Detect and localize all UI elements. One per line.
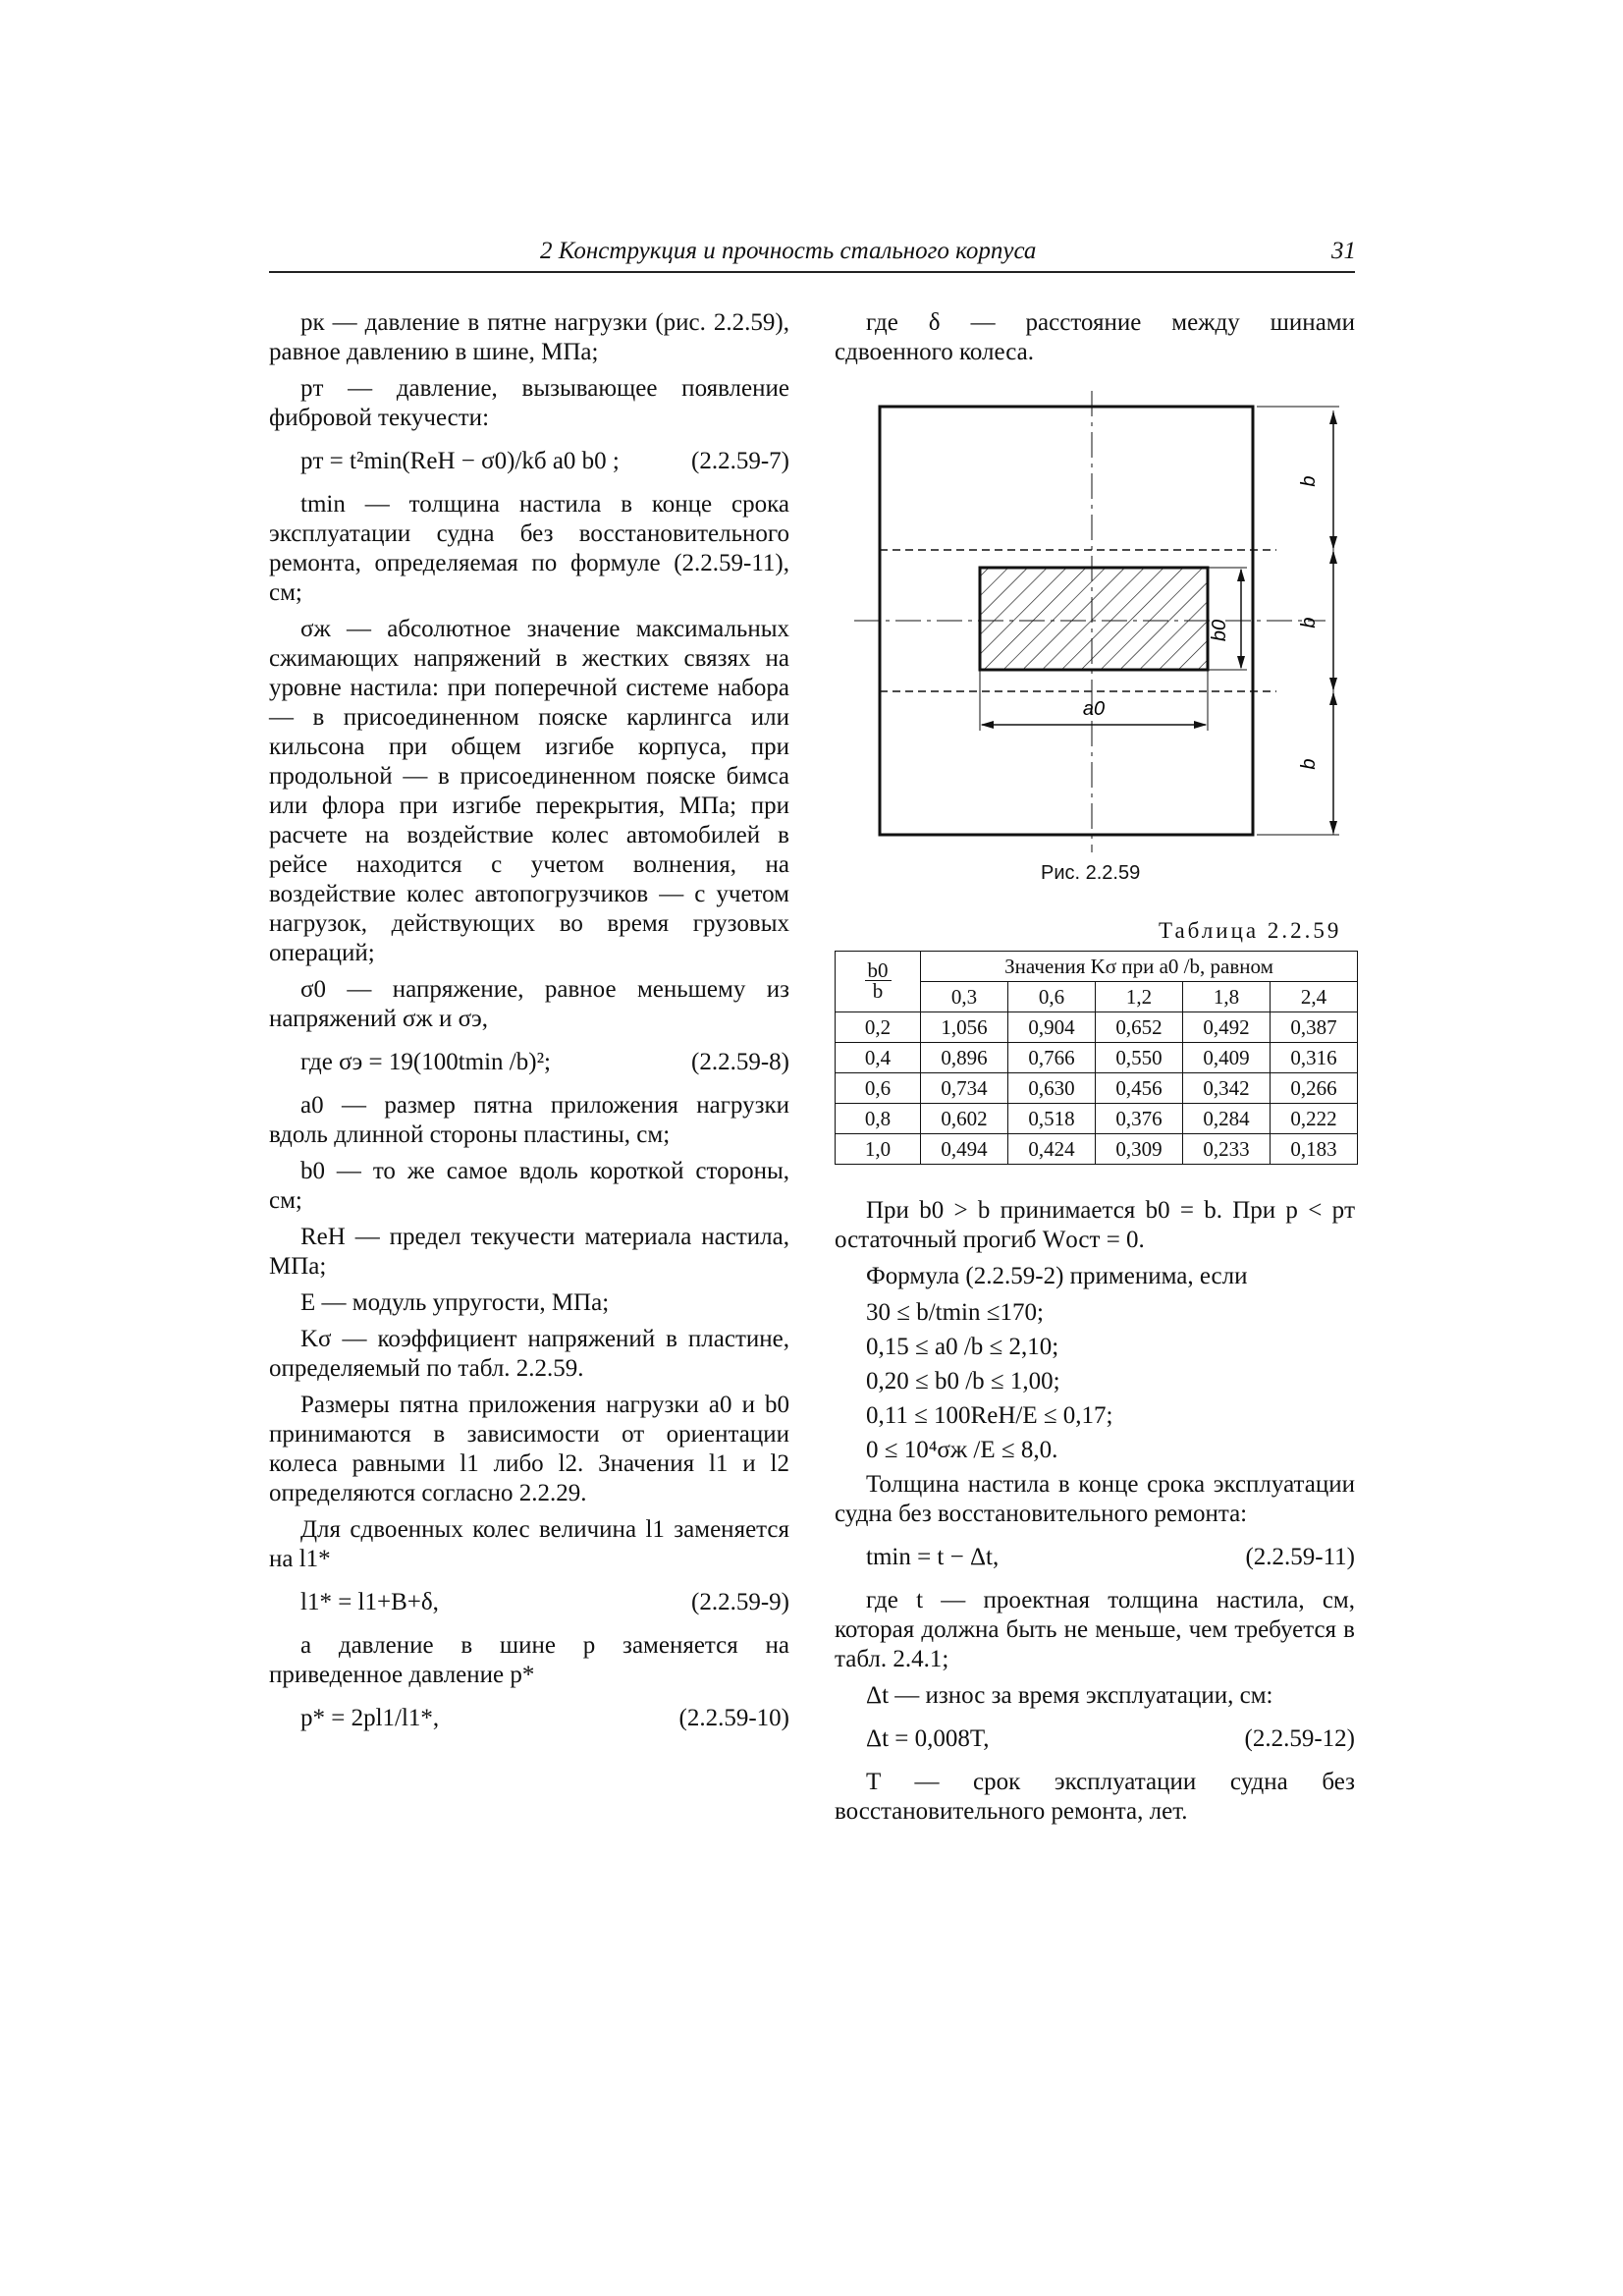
equation-formula: p* = 2pl1/l1*, [300,1705,440,1731]
group-header-cell: Значения Kσ при a0 /b, равном [921,952,1358,982]
condition-3: 0,20 ≤ b0 /b ≤ 1,00; [866,1368,1060,1394]
equation-2-2-59-10 [269,1704,789,1733]
table-cell: 0,266 [1271,1073,1358,1104]
table-cell: 0,896 [921,1043,1008,1073]
column-header: 2,4 [1271,982,1358,1012]
equation-2-2-59-9 [269,1588,789,1617]
page-number: 31 [1331,238,1356,264]
equation-number: (2.2.59-9) [691,1589,789,1615]
table-row [836,1012,1358,1043]
table-cell: 0,630 [1008,1073,1096,1104]
def-sigma-zh: σж — абсолютное значение максимальных сжимающих напряжений в жестких связях на уровне настила: при поперечной системе набора — в присоединенном пояске карлингса или кильсона при общем изгибе корпуса, при продольной — в присоединенном пояске бимса или флора при изгибе перекрытия, МПа; при расчете на воздействие колес автомобилей в рейсе находится с учетом волнения, на воздействие колес автопогрузчиков — с учетом нагрузок, действующих во время грузовых операций; [269,616,789,966]
table-cell: 0,309 [1096,1134,1183,1165]
row-label: 1,0 [836,1134,921,1165]
header-rule [269,271,1355,273]
condition-4: 0,11 ≤ 100ReH/E ≤ 0,17; [866,1402,1113,1429]
figure-2-2-59 [835,391,1355,852]
def-delta-t: Δt — износ за время эксплуатации, см: [866,1682,1273,1709]
def-e: E — модуль упругости, МПа; [300,1289,610,1316]
equation-2-2-59-8 [269,1048,789,1077]
equation-number: (2.2.59-7) [691,448,789,474]
column-header: 1,8 [1183,982,1271,1012]
fraction-numerator: b0 [865,960,892,981]
def-tmin: tmin — толщина настила в конце срока эксплуатации судна без восстановительного ремонта, определяемая по формуле (2.2.59-11), см; [269,491,789,606]
equation-number: (2.2.59-10) [678,1705,789,1731]
table-cell: 0,183 [1271,1134,1358,1165]
equation-2-2-59-11 [835,1543,1355,1572]
column-header: 1,2 [1096,982,1183,1012]
def-pt: pт — давление, вызывающее появление фибровой текучести: [269,375,789,431]
def-T: T — срок эксплуатации судна без восстановительного ремонта, лет. [835,1769,1355,1825]
paragraph-end-thickness: Толщина настила в конце срока эксплуатации судна без восстановительного ремонта: [835,1471,1355,1527]
equation-formula: pт = t²min(ReH − σ0)/kб a0 b0 ; [300,448,620,474]
fraction-denominator: b [872,978,884,1003]
left-column [269,308,789,1747]
paragraph-twin-wheels: Для сдвоенных колес величина l1 заменяется на l1* [269,1516,789,1572]
equation-formula: где σэ = 19(100tmin /b)²; [300,1049,552,1075]
b-label-bottom: b [1298,758,1320,770]
def-b0: b0 — то же самое вдоль короткой стороны, см; [269,1158,789,1214]
table-cell: 1,056 [921,1012,1008,1043]
table-cell: 0,494 [921,1134,1008,1165]
row-label: 0,2 [836,1012,921,1043]
row-label: 0,6 [836,1073,921,1104]
right-column-top [835,308,1355,374]
equation-number: (2.2.59-12) [1244,1725,1355,1752]
table-cell: 0,342 [1183,1073,1271,1104]
load-patch-hatched [980,568,1208,670]
row-label: 0,8 [836,1104,921,1134]
table-cell: 0,409 [1183,1043,1271,1073]
a0-label: a0 [1082,698,1106,720]
paragraph-patch-size: Размеры пятна приложения нагрузки a0 и b0 принимаются в зависимости от ориентации колеса равными l1 либо l2. Значения l1 и l2 определяются согласно 2.2.29. [269,1392,789,1506]
equation-2-2-59-7 [269,447,789,476]
equation-formula: l1* = l1+B+δ, [300,1589,439,1615]
def-t: где t — проектная толщина настила, см, которая должна быть не меньше, чем требуется в табл. 2.4.1; [835,1587,1355,1672]
figure-caption: Рис. 2.2.59 [1041,862,1141,884]
running-header-title: 2 Конструкция и прочность стального корпуса [540,238,1037,264]
table-header-row [836,952,1358,982]
column-header: 0,6 [1008,982,1096,1012]
condition-2: 0,15 ≤ a0 /b ≤ 2,10; [866,1334,1059,1360]
def-k-sigma: Kσ — коэффициент напряжений в пластине, определяемый по табл. 2.2.59. [269,1326,789,1382]
paragraph-reduced-pressure: а давление в шине p заменяется на приведенное давление p* [269,1632,789,1688]
table-row [836,1134,1358,1165]
row-label: 0,4 [836,1043,921,1073]
row-header-cell [836,952,921,1012]
table-cell: 0,424 [1008,1134,1096,1165]
table-cell: 0,233 [1183,1134,1271,1165]
table-cell: 0,284 [1183,1104,1271,1134]
table-cell: 0,222 [1271,1104,1358,1134]
table-cell: 0,904 [1008,1012,1096,1043]
table-cell: 0,492 [1183,1012,1271,1043]
table-caption: Таблица 2.2.59 [1159,918,1342,943]
equation-formula: Δt = 0,008T, [866,1725,990,1752]
equation-number: (2.2.59-8) [691,1049,789,1075]
paragraph-b0-limit: При b0 > b принимается b0 = b. При p < pт остаточный прогиб Wост = 0. [835,1197,1355,1253]
table-cell: 0,652 [1096,1012,1183,1043]
right-column-bottom [835,1196,1355,1833]
table-cell: 0,550 [1096,1043,1183,1073]
table-cell: 0,376 [1096,1104,1183,1134]
b0-over-b-fraction [865,957,892,1003]
b-label-top: b [1298,475,1320,487]
equation-2-2-59-12 [835,1724,1355,1754]
equation-formula: tmin = t − Δt, [866,1544,1000,1570]
def-sigma-0: σ0 — напряжение, равное меньшему из напряжений σж и σэ, [269,976,789,1032]
b0-label: b0 [1209,619,1230,642]
paragraph-applicability: Формула (2.2.59-2) применима, если [866,1263,1248,1289]
table-cell: 0,387 [1271,1012,1358,1043]
equation-number: (2.2.59-11) [1245,1544,1355,1570]
b-label-middle: b [1298,617,1320,629]
k-sigma-table [835,951,1358,1165]
def-delta: где δ — расстояние между шинами сдвоенного колеса. [835,309,1355,365]
column-header: 0,3 [921,982,1008,1012]
table-row [836,1073,1358,1104]
table-cell: 0,766 [1008,1043,1096,1073]
table-cell: 0,316 [1271,1043,1358,1073]
table-cell: 0,734 [921,1073,1008,1104]
table-row [836,1043,1358,1073]
def-reh: ReH — предел текучести материала настила, МПа; [269,1224,789,1280]
table-cell: 0,602 [921,1104,1008,1134]
table-cell: 0,518 [1008,1104,1096,1134]
condition-1: 30 ≤ b/tmin ≤170; [866,1299,1044,1326]
def-pk: pк — давление в пятне нагрузки (рис. 2.2.59), равное давлению в шине, МПа; [269,309,789,365]
table-cell: 0,456 [1096,1073,1183,1104]
def-a0: a0 — размер пятна приложения нагрузки вдоль длинной стороны пластины, см; [269,1092,789,1148]
table-row [836,1104,1358,1134]
condition-5: 0 ≤ 10⁴σж /E ≤ 8,0. [866,1437,1058,1463]
